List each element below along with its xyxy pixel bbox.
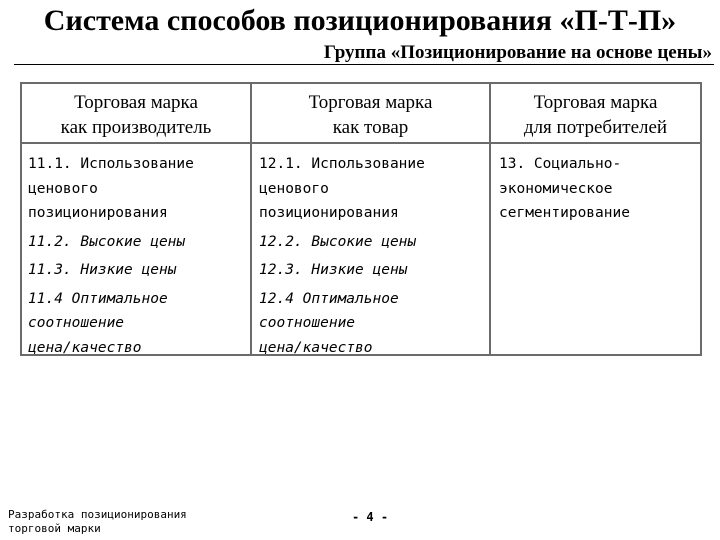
cell-line: 12.3. Низкие цены — [259, 262, 408, 278]
slide-title: Система способов позиционирования «П-Т-П» — [43, 4, 677, 37]
column-header-producer — [22, 90, 250, 140]
footer-caption — [8, 508, 187, 536]
cell-line: соотношение — [28, 315, 125, 331]
cell-line: экономическое — [499, 180, 613, 197]
positioning-table — [20, 82, 702, 356]
cell-line: ценового — [259, 180, 329, 197]
page-number: - 4 - — [351, 510, 389, 524]
cell-line: 12.2. Высокие цены — [259, 233, 417, 250]
cell-line: 11.4 Оптимальное — [28, 290, 168, 307]
header-line: как товар — [332, 117, 409, 138]
header-divider — [22, 142, 700, 144]
header-line: Торговая марка — [533, 92, 658, 113]
column-cell-producer — [28, 152, 194, 360]
cell-line: сегментирование — [499, 205, 630, 221]
column-header-product — [252, 90, 489, 140]
cell-line: 12.4 Оптимальное — [259, 290, 399, 307]
cell-line: 13. Социально- — [499, 156, 622, 172]
cell-line: 11.1. Использование — [28, 156, 194, 172]
cell-line: соотношение — [259, 315, 356, 331]
column-cell-product — [259, 152, 425, 360]
title-divider — [14, 64, 714, 65]
cell-line: ценового — [28, 180, 98, 197]
header-line: как производитель — [60, 117, 212, 138]
cell-line: цена/качество — [259, 339, 373, 356]
cell-line: цена/качество — [28, 339, 142, 356]
cell-line: 12.1. Использование — [259, 156, 425, 172]
cell-line: 11.3. Низкие цены — [28, 262, 177, 278]
cell-line: позиционирования — [259, 205, 399, 221]
header-line: Торговая марка — [308, 92, 433, 113]
column-cell-consumers — [499, 152, 630, 226]
cell-line: позиционирования — [28, 205, 168, 221]
footer-caption-line: торговой марки — [8, 522, 101, 535]
header-line: Торговая марка — [74, 92, 198, 113]
column-header-consumers — [491, 90, 700, 140]
cell-line: 11.2. Высокие цены — [28, 233, 186, 250]
header-line: для потребителей — [523, 117, 668, 138]
footer-caption-line: Разработка позиционирования — [8, 508, 187, 521]
slide-subtitle: Группа «Позиционирование на основе цены» — [323, 42, 712, 63]
